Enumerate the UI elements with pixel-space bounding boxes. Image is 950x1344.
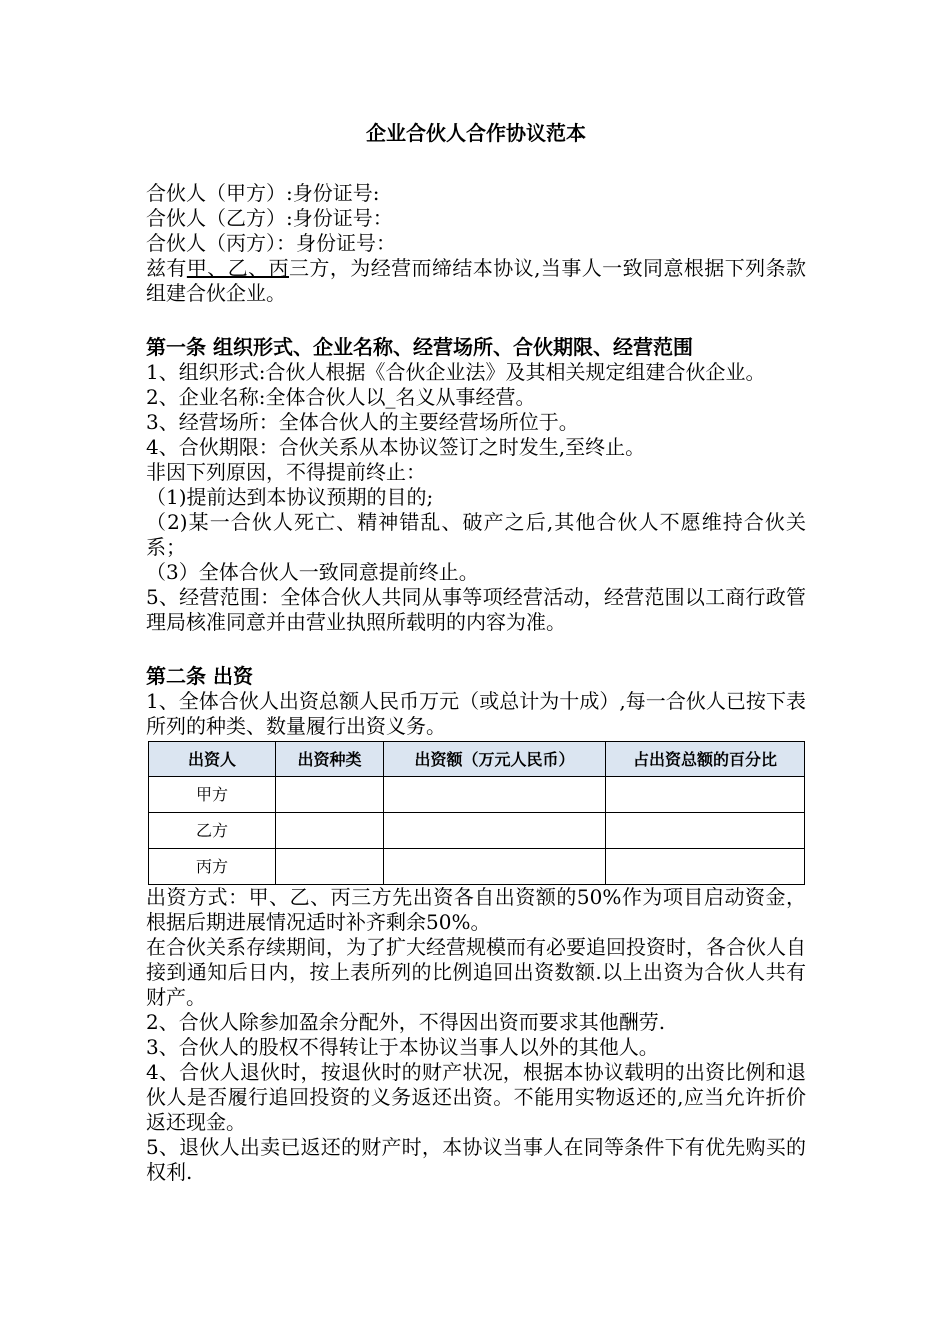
table-cell	[606, 849, 805, 885]
article-2-line: 5、退伙人出卖已返还的财产时，本协议当事人在同等条件下有优先购买的权利.	[146, 1135, 806, 1184]
table-cell: 甲方	[149, 777, 276, 813]
table-header-cell: 出资人	[149, 742, 276, 777]
party-b-line: 合伙人（乙方）:身份证号：	[146, 206, 393, 230]
table-header-cell: 出资额（万元人民币）	[384, 742, 606, 777]
article-2-line: 4、合伙人退伙时，按退伙时的财产状况，根据本协议载明的出资比例和退伙人是否履行追回投资的义务返还出资。不能用实物返还的,应当允许折价返还现金。	[146, 1060, 806, 1134]
intro-party-names: 甲、乙、丙	[186, 256, 289, 280]
article-1-line: 2、企业名称:全体合伙人以_名义从事经营。	[146, 385, 536, 409]
article-1-line: 1、组织形式:合伙人根据《合伙企业法》及其相关规定组建合伙企业。	[146, 360, 766, 384]
article-2-heading: 第二条 出资	[146, 664, 253, 688]
article-1-line: （3）全体合伙人一致同意提前终止。	[146, 560, 479, 584]
party-a-line: 合伙人（甲方）:身份证号:	[146, 181, 380, 205]
article-2-line: 出资方式：甲、乙、丙三方先出资各自出资额的50%作为项目启动资金，根据后期进展情况适时补齐剩余50%。	[146, 885, 806, 934]
table-row	[149, 849, 805, 885]
investment-table	[148, 741, 805, 885]
table-cell	[276, 849, 384, 885]
article-1-line: 4、合伙期限：合伙关系从本协议签订之时发生,至终止。	[146, 435, 646, 459]
article-1-heading: 第一条 组织形式、企业名称、经营场所、合伙期限、经营范围	[146, 335, 693, 359]
table-header-row	[149, 742, 805, 777]
article-2-intro: 1、全体合伙人出资总额人民币万元（或总计为十成）,每一合伙人已按下表所列的种类、数量履行出资义务。	[146, 689, 806, 738]
table-cell	[276, 777, 384, 813]
article-1-line: （2)某一合伙人死亡、精神错乱、破产之后,其他合伙人不愿维持合伙关系；	[146, 510, 806, 559]
article-2-line: 2、合伙人除参加盈余分配外，不得因出资而要求其他酬劳.	[146, 1010, 666, 1034]
table-cell: 乙方	[149, 813, 276, 849]
article-1-line: 5、经营范围：全体合伙人共同从事等项经营活动，经营范围以工商行政管理局核准同意并由营业执照所载明的内容为准。	[146, 585, 806, 634]
document-title: 企业合伙人合作协议范本	[366, 121, 586, 145]
article-1-line: （1)提前达到本协议预期的目的;	[146, 485, 434, 509]
party-c-line: 合伙人（丙方）：身份证号：	[146, 231, 396, 255]
table-cell	[276, 813, 384, 849]
article-2-line: 3、合伙人的股权不得转让于本协议当事人以外的其他人。	[146, 1035, 659, 1059]
table-row	[149, 777, 805, 813]
table-header-cell: 出资种类	[276, 742, 384, 777]
table-row	[149, 813, 805, 849]
table-cell	[384, 849, 606, 885]
article-1-line: 3、经营场所：全体合伙人的主要经营场所位于。	[146, 410, 579, 434]
article-2-line: 在合伙关系存续期间，为了扩大经营规模而有必要追回投资时，各合伙人自接到通知后日内，按上表所列的比例追回出资数额.以上出资为合伙人共有财产。	[146, 935, 806, 1009]
table-cell	[384, 777, 606, 813]
table-cell	[384, 813, 606, 849]
table-cell	[606, 813, 805, 849]
table-header-cell: 占出资总额的百分比	[606, 742, 805, 777]
intro-paragraph	[146, 256, 806, 306]
document-page	[146, 118, 806, 1185]
table-cell: 丙方	[149, 849, 276, 885]
intro-suffix: 三方，为经营而缔结本协议,当事人一致同意根据下列条款组建合伙企业。	[146, 256, 807, 305]
article-1-line: 非因下列原因，不得提前终止：	[146, 460, 426, 484]
table-cell	[606, 777, 805, 813]
intro-prefix: 兹有	[146, 256, 187, 280]
